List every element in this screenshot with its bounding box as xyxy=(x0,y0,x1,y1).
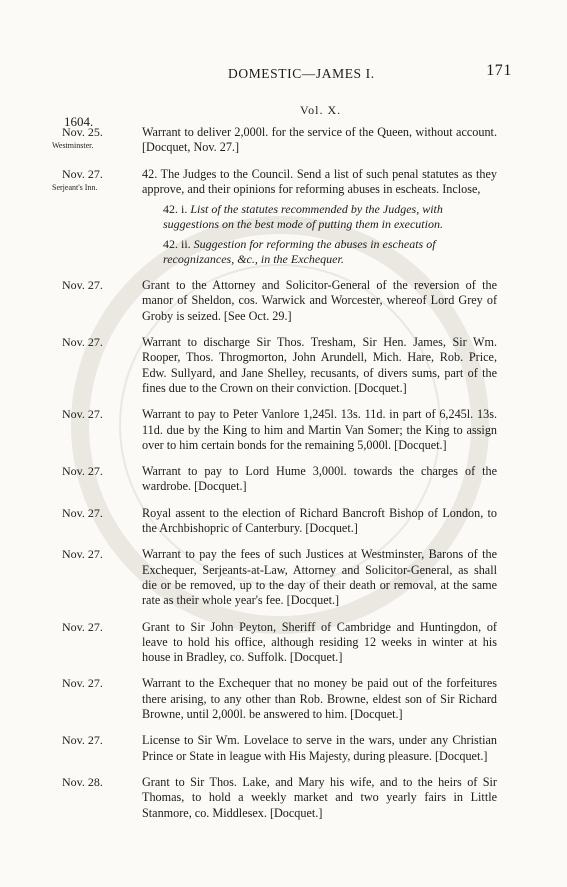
entry xyxy=(0,278,567,324)
year-label: 1604. xyxy=(64,114,94,129)
entry-date: Nov. 27. xyxy=(62,676,103,691)
entry-text: Warrant to pay to Lord Hume 3,000l. towards the charges of the wardrobe. [Docquet.] xyxy=(142,464,497,494)
entry-text: Grant to Sir John Peyton, Sheriff of Cambridge and Huntingdon, of leave to hold his office, although residing 12 weeks in winter at his house in Bradley, co. Suffolk. [Docquet.] xyxy=(142,619,497,665)
entry xyxy=(0,620,567,666)
enclosure-item xyxy=(163,237,497,267)
entry xyxy=(0,506,567,537)
entry-date: Nov. 27. xyxy=(62,733,103,748)
entry-date: Nov. 28. xyxy=(62,774,103,789)
entry-text: Warrant to pay to Peter Vanlore 1,245l. 13s. 11d. in part of 6,245l. 13s. 11d. due by the King to him and Martin Van Somer; the King to assign over to him certain bonds for the remaining 5,000l. [Docquet.] xyxy=(142,407,497,452)
entry xyxy=(0,733,567,764)
entry-date: Nov. 27. xyxy=(62,464,103,479)
entry-text: Warrant to discharge Sir Thos. Tresham, Sir Hen. James, Sir Wm. Rooper, Thos. Throgmorton, John Arundell, Mich. Hare, Rob. Price, Edw. Sullyard, and Jane Shelley, recusants, of divers sums, part of the fines due to the Crown on their conviction. [Docquet.] xyxy=(142,335,497,395)
entry-date: Nov. 27. xyxy=(62,505,103,520)
enclosure-text: Suggestion for reforming the abuses in escheats of recognizances, &c., in the Exchequer. xyxy=(163,237,436,267)
entry-date: Nov. 27. xyxy=(62,278,103,293)
entry-date: Nov. 27. xyxy=(62,335,103,350)
enclosure-text: List of the statutes recommended by the Judges, with suggestions on the best mode of putting them in execution. xyxy=(163,202,443,232)
entry-date: Nov. 25. xyxy=(62,125,103,139)
entry xyxy=(0,676,567,722)
entry-place: Westminster. xyxy=(52,141,94,150)
enclosure-number: 42. ii. xyxy=(163,237,191,252)
entry-text: Grant to Sir Thos. Lake, and Mary his wife, and to the heirs of Sir Thomas, to hold a weekly market and two yearly fairs in Little Stanmore, co. Middlesex. [Docquet.] xyxy=(142,774,497,820)
entry-list xyxy=(0,125,567,821)
entry-text: 42. The Judges to the Council. Send a list of such penal statutes as they approve, and their opinions for reforming abuses in escheats. Inclose, xyxy=(142,166,497,196)
entry xyxy=(0,464,567,495)
page-number: 171 xyxy=(486,62,512,79)
entry-text: Grant to the Attorney and Solicitor-General of the reversion of the manor of Sheldon, cos. Warwick and Worcester, whereof Lord Grey of Groby is seized. [See Oct. 29.] xyxy=(142,278,497,323)
volume-label: Vol. X. xyxy=(300,103,342,117)
entry xyxy=(0,335,567,396)
entry xyxy=(0,775,567,821)
entry-text: License to Sir Wm. Lovelace to serve in the wars, under any Christian Prince or State in league with His Majesty, during pleasure. [Docquet.] xyxy=(142,733,497,763)
entry-text: Warrant to pay the fees of such Justices at Westminster, Barons of the Exchequer, Serjeants-at-Law, Attorney and Solicitor-General, as shall die or be removed, up to the day of their death or removal, at the same rate as their whole year's fee. [Docquet.] xyxy=(142,547,497,608)
header-title: DOMESTIC—JAMES I. xyxy=(228,66,375,81)
enclosure-number: 42. i. xyxy=(163,202,188,217)
entry xyxy=(0,407,567,453)
entry-place: Serjeant's Inn. xyxy=(52,182,98,192)
entry-date: Nov. 27. xyxy=(62,166,103,181)
entry-date: Nov. 27. xyxy=(62,547,103,562)
entry-text: Warrant to deliver 2,000l. for the service of the Queen, without account. [Docquet, Nov. 27.] xyxy=(142,125,497,155)
entry-text: Warrant to the Exchequer that no money be paid out of the forfeitures there arising, to any other than Rob. Browne, eldest son of Sir Richard Browne, until 2,000l. be answered to him. [Docquet.] xyxy=(142,676,497,722)
entry xyxy=(0,547,567,608)
entry xyxy=(0,167,567,268)
entry xyxy=(0,125,567,156)
entry-date: Nov. 27. xyxy=(62,407,103,422)
entry-text: Royal assent to the election of Richard Bancroft Bishop of London, to the Archbishopric of Canterbury. [Docquet.] xyxy=(142,505,497,536)
entry-date: Nov. 27. xyxy=(62,619,103,634)
enclosure-item xyxy=(163,202,497,232)
